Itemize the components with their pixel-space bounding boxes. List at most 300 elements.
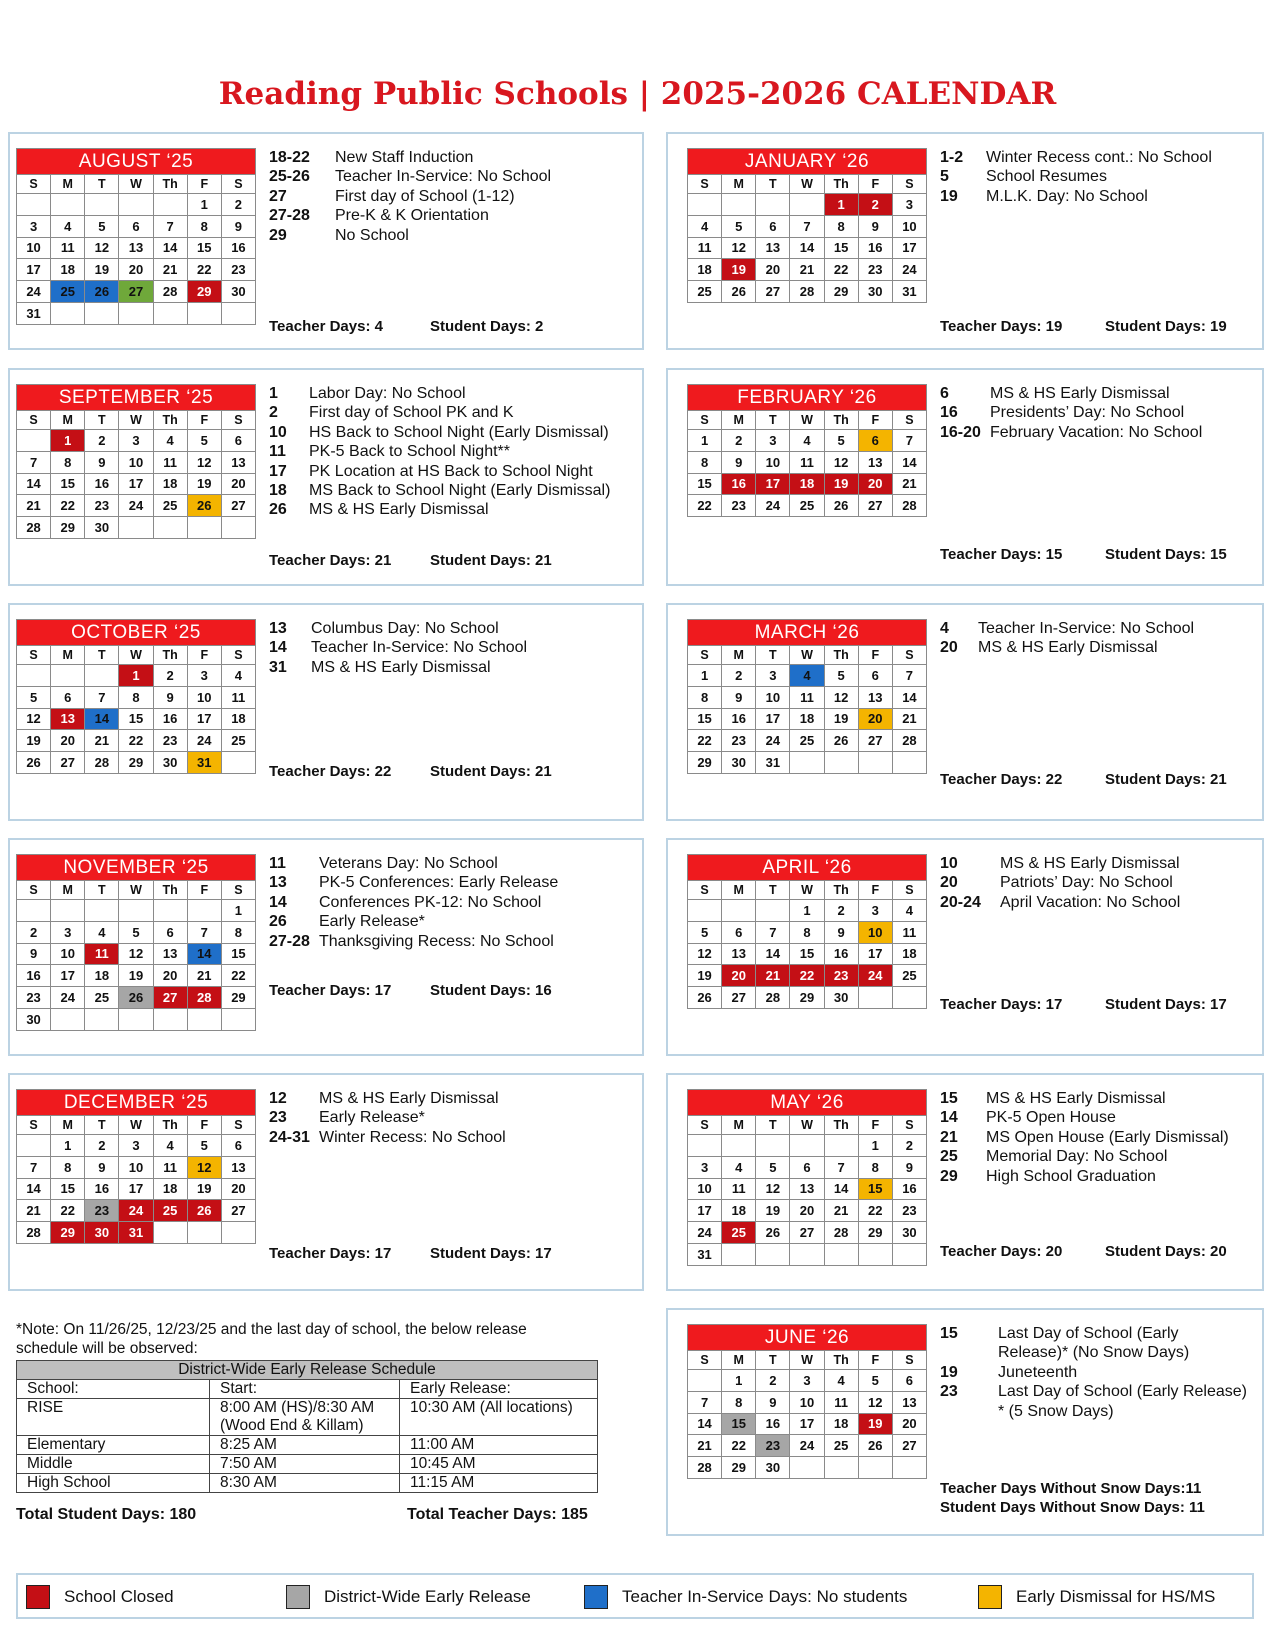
event-item: [940, 167, 1252, 186]
event-item: [269, 619, 629, 638]
calendar-day: 16: [153, 708, 187, 730]
calendar-day: 26: [688, 987, 722, 1009]
calendar-day: 11: [153, 1156, 187, 1178]
weekday-label: W: [119, 411, 153, 430]
month-calendar: [16, 1089, 256, 1244]
empty-cell: [221, 752, 255, 774]
calendar-day: 7: [892, 665, 926, 687]
calendar-day: 26: [17, 752, 51, 774]
event-text: Winter Recess cont.: No School: [986, 149, 1212, 166]
calendar-day: 17: [119, 473, 153, 495]
weekday-label: F: [858, 411, 892, 430]
event-text: Presidents’ Day: No School: [990, 404, 1185, 422]
calendar-day: 1: [688, 665, 722, 687]
event-item: [269, 148, 629, 167]
empty-cell: [119, 517, 153, 539]
event-item: [940, 403, 1252, 422]
empty-cell: [722, 194, 756, 216]
calendar-day: 4: [790, 665, 824, 687]
schedule-cell: 8:25 AM: [210, 1436, 400, 1455]
event-item: [940, 148, 1252, 167]
weekday-label: M: [722, 175, 756, 194]
event-text: High School Graduation: [986, 1167, 1156, 1185]
calendar-day: 12: [187, 451, 221, 473]
calendar-day: 5: [756, 1156, 790, 1178]
empty-cell: [153, 194, 187, 216]
teacher-days: Teacher Days: 20: [940, 1243, 1063, 1260]
empty-cell: [790, 1135, 824, 1157]
student-days: Student Days: 15: [1105, 546, 1227, 563]
empty-cell: [17, 430, 51, 452]
calendar-day: 29: [51, 1222, 85, 1244]
calendar-day: 26: [722, 281, 756, 303]
event-date: 15: [940, 1325, 958, 1342]
weekday-label: W: [119, 881, 153, 900]
event-text: Columbus Day: No School: [311, 620, 499, 637]
calendar-day: 23: [221, 259, 255, 281]
weekday-label: S: [688, 175, 722, 194]
weekday-label: S: [17, 881, 51, 900]
empty-cell: [858, 1457, 892, 1479]
event-date: 26: [269, 501, 287, 519]
calendar-day: 1: [824, 194, 858, 216]
calendar-day: 20: [51, 730, 85, 752]
calendar-day: 8: [51, 1156, 85, 1178]
calendar-day: 11: [51, 237, 85, 259]
event-date: 14: [940, 1109, 958, 1127]
calendar-day: 5: [688, 921, 722, 943]
event-date: 17: [269, 462, 287, 480]
calendar-day: 3: [17, 215, 51, 237]
calendar-day: 17: [119, 1178, 153, 1200]
calendar-day: 8: [51, 451, 85, 473]
empty-cell: [756, 194, 790, 216]
calendar-day: 20: [756, 259, 790, 281]
calendar-day: 3: [756, 665, 790, 687]
calendar-day: 3: [756, 430, 790, 452]
empty-cell: [688, 1135, 722, 1157]
event-text: Juneteenth: [998, 1363, 1078, 1381]
calendar-day: 4: [85, 921, 119, 943]
month-panel: [666, 1073, 1264, 1291]
calendar-day: 9: [858, 215, 892, 237]
legend: [16, 1573, 1254, 1619]
weekday-label: T: [756, 1351, 790, 1370]
calendar-day: 12: [688, 943, 722, 965]
empty-cell: [85, 665, 119, 687]
calendar-day: 22: [119, 730, 153, 752]
weekday-label: W: [790, 1351, 824, 1370]
calendar-day: 15: [51, 473, 85, 495]
event-text: Last Day of School (Early Release)* (No Snow Days): [998, 1325, 1190, 1362]
legend-swatch: [286, 1585, 310, 1609]
calendar-day: 26: [85, 281, 119, 303]
weekday-label: Th: [824, 1116, 858, 1135]
event-date: 5: [940, 168, 949, 186]
weekday-label: M: [51, 411, 85, 430]
event-date: 18: [269, 482, 287, 500]
event-item: [269, 384, 629, 403]
calendar-day: 19: [824, 473, 858, 495]
calendar-day: 8: [722, 1391, 756, 1413]
calendar-day: 13: [722, 943, 756, 965]
event-text: MS & HS Early Dismissal: [319, 1090, 499, 1107]
calendar-day: 17: [688, 1200, 722, 1222]
calendar-day: 24: [119, 495, 153, 517]
month-calendar: [16, 619, 256, 774]
calendar-day: 2: [892, 1135, 926, 1157]
calendar-day: 19: [722, 259, 756, 281]
empty-cell: [85, 900, 119, 922]
calendar-day: 10: [119, 451, 153, 473]
calendar-day: 1: [722, 1370, 756, 1392]
calendar-day: 13: [119, 237, 153, 259]
calendar-day: 6: [221, 1135, 255, 1157]
weekday-label: Th: [824, 1351, 858, 1370]
calendar-day: 18: [790, 708, 824, 730]
empty-cell: [153, 1008, 187, 1030]
legend-item-closed: [26, 1585, 174, 1609]
empty-cell: [85, 1008, 119, 1030]
event-text: Teacher In-Service: No School: [311, 639, 528, 657]
event-item: [269, 854, 629, 873]
calendar-day: 11: [892, 921, 926, 943]
table-row: [17, 1399, 598, 1436]
event-item: [269, 167, 629, 186]
calendar-day: 4: [153, 430, 187, 452]
weekday-label: F: [858, 175, 892, 194]
legend-label: Early Dismissal for HS/MS: [1016, 1587, 1216, 1606]
calendar-day: 22: [221, 965, 255, 987]
calendar-day: 29: [688, 752, 722, 774]
weekday-label: W: [119, 646, 153, 665]
weekday-label: M: [722, 1116, 756, 1135]
event-text: No School: [335, 226, 409, 244]
calendar-day: 27: [119, 281, 153, 303]
schedule-cell: 7:50 AM: [210, 1455, 400, 1474]
calendar-day: 27: [221, 1200, 255, 1222]
legend-item-inservice: [584, 1585, 907, 1609]
calendar-day: 10: [17, 237, 51, 259]
calendar-day: 25: [153, 495, 187, 517]
event-text: New Staff Induction: [335, 149, 474, 166]
calendar-day: 10: [187, 686, 221, 708]
calendar-day: 16: [892, 1178, 926, 1200]
calendar-day: 22: [688, 730, 722, 752]
weekday-label: S: [221, 646, 255, 665]
weekday-label: S: [688, 881, 722, 900]
empty-cell: [51, 194, 85, 216]
empty-cell: [187, 1008, 221, 1030]
event-item: [269, 658, 629, 677]
calendar-day: 2: [824, 900, 858, 922]
event-list: [269, 854, 629, 951]
calendar-day: 2: [153, 665, 187, 687]
calendar-day: 3: [790, 1370, 824, 1392]
student-days: Student Days Without Snow Days: 11: [940, 1499, 1205, 1516]
empty-cell: [153, 1222, 187, 1244]
empty-cell: [790, 752, 824, 774]
calendar-day: 27: [153, 987, 187, 1009]
empty-cell: [858, 752, 892, 774]
calendar-day: 30: [17, 1008, 51, 1030]
calendar-day: 8: [688, 686, 722, 708]
student-days: Student Days: 2: [430, 318, 544, 335]
event-text: M.L.K. Day: No School: [986, 187, 1148, 205]
student-days: Student Days: 21: [430, 763, 552, 780]
empty-cell: [722, 1243, 756, 1265]
legend-swatch: [584, 1585, 608, 1609]
empty-cell: [187, 302, 221, 324]
calendar-day: 29: [790, 987, 824, 1009]
weekday-label: T: [756, 411, 790, 430]
calendar-day: 10: [858, 921, 892, 943]
calendar-day: 6: [858, 665, 892, 687]
weekday-label: W: [119, 175, 153, 194]
weekday-label: S: [221, 175, 255, 194]
calendar-day: 21: [892, 473, 926, 495]
calendar-day: 1: [858, 1135, 892, 1157]
event-text: MS & HS Early Dismissal: [1000, 855, 1180, 872]
empty-cell: [824, 752, 858, 774]
calendar-day: 19: [187, 1178, 221, 1200]
event-text: Labor Day: No School: [309, 385, 466, 402]
calendar-day: 30: [892, 1222, 926, 1244]
event-item: [269, 932, 629, 951]
empty-cell: [119, 900, 153, 922]
calendar-day: 16: [722, 708, 756, 730]
event-date: 15: [940, 1090, 958, 1107]
calendar-day: 26: [119, 987, 153, 1009]
calendar-day: 12: [722, 237, 756, 259]
event-list: [940, 854, 1252, 912]
calendar-day: 25: [221, 730, 255, 752]
student-days: Student Days: 17: [430, 1245, 552, 1262]
calendar-day: 21: [688, 1435, 722, 1457]
calendar-day: 23: [85, 1200, 119, 1222]
calendar-day: 21: [153, 259, 187, 281]
month-calendar: [687, 1324, 927, 1479]
weekday-label: W: [790, 411, 824, 430]
calendar-day: 20: [221, 1178, 255, 1200]
weekday-label: Th: [153, 1116, 187, 1135]
month-panel: [8, 368, 644, 586]
calendar-day: 7: [153, 215, 187, 237]
calendar-day: 25: [824, 1435, 858, 1457]
teacher-days: Teacher Days Without Snow Days:11: [940, 1480, 1202, 1497]
calendar-day: 12: [85, 237, 119, 259]
empty-cell: [824, 1135, 858, 1157]
event-item: [269, 462, 629, 481]
empty-cell: [17, 900, 51, 922]
month-panel: [8, 132, 644, 350]
weekday-label: S: [892, 1116, 926, 1135]
weekday-label: T: [756, 646, 790, 665]
calendar-day: 1: [187, 194, 221, 216]
calendar-day: 29: [722, 1457, 756, 1479]
calendar-day: 31: [187, 752, 221, 774]
weekday-label: S: [892, 411, 926, 430]
calendar-day: 9: [85, 451, 119, 473]
calendar-day: 3: [51, 921, 85, 943]
event-date: 20: [940, 639, 958, 657]
month-calendar: [16, 384, 256, 539]
weekday-label: T: [85, 646, 119, 665]
calendar-day: 17: [17, 259, 51, 281]
empty-cell: [221, 302, 255, 324]
event-item: [269, 500, 629, 519]
calendar-day: 22: [187, 259, 221, 281]
student-days: Student Days: 16: [430, 982, 552, 999]
calendar-day: 16: [824, 943, 858, 965]
calendar-day: 3: [119, 1135, 153, 1157]
event-date: 12: [269, 1090, 287, 1107]
event-date: 19: [940, 187, 958, 205]
table-row: [17, 1436, 598, 1455]
month-panel: [666, 603, 1264, 821]
calendar-day: 16: [756, 1413, 790, 1435]
calendar-day: 12: [119, 943, 153, 965]
event-text: Winter Recess: No School: [319, 1128, 506, 1146]
empty-cell: [17, 1135, 51, 1157]
calendar-day: 20: [892, 1413, 926, 1435]
event-item: [940, 619, 1252, 638]
event-text: MS & HS Early Dismissal: [309, 501, 489, 519]
event-item: [940, 1363, 1252, 1382]
event-item: [940, 1089, 1252, 1108]
schedule-cell: 10:45 AM: [400, 1455, 598, 1474]
calendar-day: 8: [221, 921, 255, 943]
calendar-day: 7: [790, 215, 824, 237]
schedule-cell: RISE: [17, 1399, 210, 1436]
event-text: MS Back to School Night (Early Dismissal): [309, 482, 611, 500]
calendar-day: 17: [790, 1413, 824, 1435]
calendar-day: 9: [756, 1391, 790, 1413]
calendar-day: 27: [790, 1222, 824, 1244]
calendar-day: 18: [85, 965, 119, 987]
empty-cell: [221, 517, 255, 539]
month-title: JANUARY ‘26: [688, 149, 927, 175]
event-list: [940, 619, 1252, 658]
calendar-day: 1: [688, 430, 722, 452]
calendar-day: 17: [51, 965, 85, 987]
calendar-day: 8: [119, 686, 153, 708]
calendar-day: 4: [722, 1156, 756, 1178]
empty-cell: [153, 900, 187, 922]
calendar-day: 21: [17, 495, 51, 517]
calendar-day: 21: [892, 708, 926, 730]
month-title: FEBRUARY ‘26: [688, 385, 927, 411]
calendar-day: 11: [790, 686, 824, 708]
event-date: 14: [269, 893, 287, 911]
calendar-day: 30: [824, 987, 858, 1009]
event-list: [940, 1324, 1252, 1421]
calendar-day: 7: [892, 430, 926, 452]
month-panel: [666, 838, 1264, 1056]
calendar-day: 15: [688, 708, 722, 730]
calendar-day: 29: [51, 517, 85, 539]
teacher-days: Teacher Days: 17: [940, 996, 1063, 1013]
schedule-cell: 11:00 AM: [400, 1436, 598, 1455]
page-title: Reading Public Schools | 2025-2026 CALENDAR: [218, 76, 1057, 112]
event-text: HS Back to School Night (Early Dismissal): [309, 423, 609, 441]
calendar-day: 28: [790, 281, 824, 303]
calendar-day: 24: [17, 281, 51, 303]
event-text: Memorial Day: No School: [986, 1148, 1168, 1166]
empty-cell: [187, 1222, 221, 1244]
calendar-day: 28: [892, 495, 926, 517]
calendar-day: 21: [790, 259, 824, 281]
event-list: [269, 384, 629, 520]
calendar-day: 6: [119, 215, 153, 237]
teacher-days: Teacher Days: 17: [269, 982, 392, 999]
month-panel: [8, 838, 644, 1056]
calendar-day: 30: [153, 752, 187, 774]
calendar-day: 5: [858, 1370, 892, 1392]
calendar-day: 5: [17, 686, 51, 708]
calendar-day: 2: [17, 921, 51, 943]
event-date: 26: [269, 913, 287, 931]
empty-cell: [722, 1135, 756, 1157]
event-text: Thanksgiving Recess: No School: [319, 932, 554, 950]
event-text: MS & HS Early Dismissal: [311, 658, 491, 676]
calendar-day: 8: [187, 215, 221, 237]
schedule-cell: Middle: [17, 1455, 210, 1474]
empty-cell: [892, 1457, 926, 1479]
calendar-day: 24: [756, 730, 790, 752]
event-list: [269, 148, 629, 245]
calendar-day: 5: [85, 215, 119, 237]
calendar-day: 23: [824, 965, 858, 987]
calendar-day: 1: [221, 900, 255, 922]
calendar-day: 24: [187, 730, 221, 752]
weekday-label: S: [892, 881, 926, 900]
calendar-day: 19: [187, 473, 221, 495]
empty-cell: [892, 752, 926, 774]
calendar-day: 7: [187, 921, 221, 943]
calendar-day: 6: [858, 430, 892, 452]
calendar-day: 22: [824, 259, 858, 281]
empty-cell: [790, 1243, 824, 1265]
weekday-label: F: [858, 881, 892, 900]
calendar-day: 18: [221, 708, 255, 730]
weekday-label: T: [85, 1116, 119, 1135]
event-date: 18-22: [269, 149, 310, 166]
event-item: [269, 1128, 629, 1147]
calendar-day: 29: [221, 987, 255, 1009]
calendar-day: 6: [790, 1156, 824, 1178]
calendar-day: 3: [187, 665, 221, 687]
calendar-day: 16: [85, 1178, 119, 1200]
calendar-day: 28: [17, 1222, 51, 1244]
legend-label: District-Wide Early Release: [324, 1587, 531, 1606]
month-calendar: [687, 1089, 927, 1266]
weekday-label: T: [756, 175, 790, 194]
event-text: Patriots’ Day: No School: [1000, 874, 1173, 892]
empty-cell: [153, 302, 187, 324]
calendar-day: 17: [756, 473, 790, 495]
schedule-header-school: School:: [17, 1380, 210, 1399]
event-item: [269, 912, 629, 931]
calendar-day: 14: [756, 943, 790, 965]
calendar-day: 30: [722, 752, 756, 774]
event-date: 25-26: [269, 168, 310, 186]
calendar-day: 28: [187, 987, 221, 1009]
weekday-label: S: [221, 881, 255, 900]
calendar-day: 20: [790, 1200, 824, 1222]
event-list: [940, 384, 1252, 442]
legend-item-early-release: [286, 1585, 531, 1609]
